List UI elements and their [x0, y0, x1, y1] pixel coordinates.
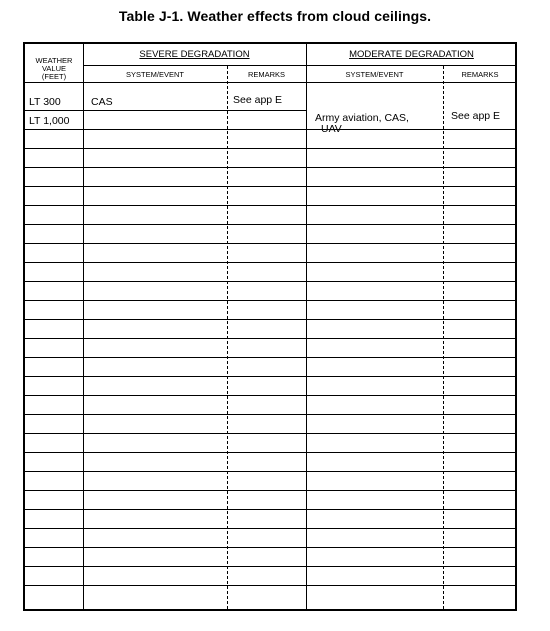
row-rule: [25, 395, 517, 396]
row2-moderate-system: Army aviation, CAS, UAV: [315, 112, 409, 135]
row-rule: [25, 300, 517, 301]
row-rule: [25, 205, 517, 206]
row-rule: [25, 471, 517, 472]
row-rule: [25, 262, 517, 263]
weather-table: [23, 42, 517, 611]
row-rule: [25, 357, 517, 358]
row2-weather-value: LT 1,000: [29, 115, 70, 127]
row-rule: [25, 547, 517, 548]
row1-severe-remarks: See app E: [233, 94, 283, 106]
group-header-divider: [83, 65, 517, 66]
header-moderate-system-event: SYSTEM/EVENT: [345, 70, 404, 79]
row-rule: [25, 528, 517, 529]
row-rule: [25, 243, 517, 244]
row-rule: [25, 338, 517, 339]
row-rule: [25, 452, 517, 453]
row-rule: [25, 585, 517, 586]
row-rule: [25, 490, 517, 491]
row-rule: [25, 433, 517, 434]
header-severe-remarks: REMARKS: [247, 70, 286, 79]
row-rule: [25, 186, 517, 187]
row-rule: [25, 110, 306, 111]
header-severe-degradation: SEVERE DEGRADATION: [139, 49, 250, 60]
row-rule: [25, 319, 517, 320]
header-severe-system-event: SYSTEM/EVENT: [126, 70, 184, 79]
row1-weather-value: LT 300: [29, 96, 61, 108]
table-title: Table J-1. Weather effects from cloud ceilings.: [118, 8, 432, 24]
header-moderate-degradation: MODERATE DEGRADATION: [349, 49, 474, 60]
header-weather-value: WEATHER VALUE (FEET): [35, 56, 73, 81]
row-rule: [25, 376, 517, 377]
header-moderate-remarks: REMARKS: [461, 70, 499, 79]
row1-severe-system: CAS: [91, 96, 113, 108]
row2-moderate-remarks: See app E: [451, 110, 501, 122]
row-rule: [25, 167, 517, 168]
row-rule: [25, 509, 517, 510]
row-rule: [25, 129, 517, 130]
row-rule: [25, 281, 517, 282]
row-rule: [25, 224, 517, 225]
row-rule: [25, 566, 517, 567]
row-rule: [25, 414, 517, 415]
row-rule: [25, 148, 517, 149]
